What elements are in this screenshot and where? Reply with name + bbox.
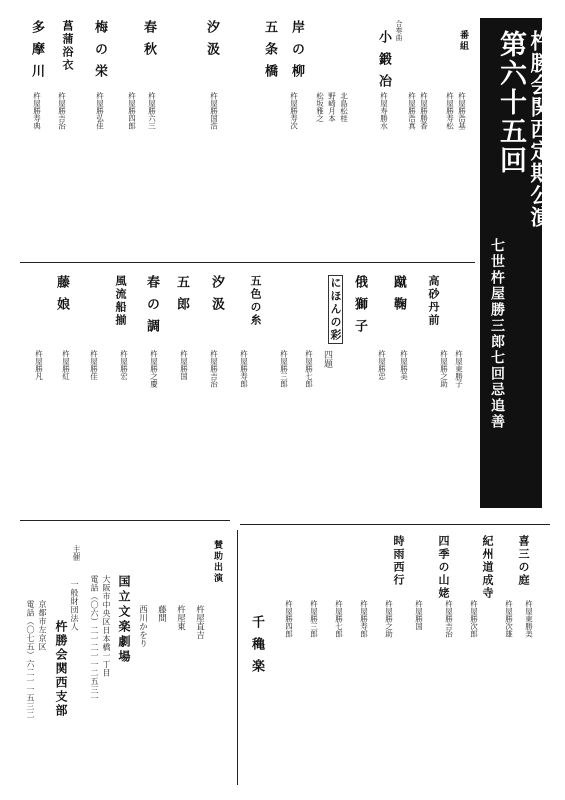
performer: 杵屋勝之慶 <box>149 350 159 388</box>
performer: 杵屋勝寿郎 <box>239 350 249 388</box>
program-title: 四季の山姥 <box>437 535 450 600</box>
title-memorial: 七世杵屋勝三郎七回忌追善 <box>489 238 505 430</box>
performer: 杵屋勝七郎 <box>304 350 314 388</box>
performer: 杵屋勝国浩 <box>209 92 219 130</box>
title-main: 杵勝会関西定期公演 <box>528 30 553 228</box>
organizer-name: 杵勝会関西支部 <box>54 620 68 718</box>
program-title: 多摩川 <box>29 20 44 86</box>
organizer-phone: 電話（〇七五）六二一一五三二 <box>26 600 35 719</box>
program-title: 喜三の庭 <box>517 535 530 587</box>
performer: 北島松桂 <box>339 92 349 122</box>
program-title: 俄獅子 <box>352 275 367 341</box>
sponsor-name: 西川かをり <box>137 605 148 648</box>
performer: 杵屋勝国 <box>414 600 424 630</box>
sponsor-name: 杵屋東 <box>175 605 186 631</box>
venue-address: 大阪市中央区日本橋一丁目 <box>102 575 111 677</box>
program-title: 小鍛冶 <box>376 30 391 96</box>
program-title: 藤娘 <box>54 275 69 319</box>
performer: 杵屋勝吉治 <box>444 600 454 638</box>
section-divider-bottom-left <box>20 520 230 521</box>
performer: 杵屋勝宏 <box>119 350 129 380</box>
section-divider-bottom-right <box>240 524 550 525</box>
column-divider <box>237 530 238 785</box>
section-divider-top <box>20 262 475 263</box>
sponsor-heading: 賛助出演 <box>212 540 222 584</box>
performer: 杵屋勝吉治 <box>209 350 219 388</box>
program-heading: 番組 <box>458 30 468 52</box>
performer: 杵屋勝美 <box>399 350 409 380</box>
organizer-type: 一般財団法人 <box>70 580 79 631</box>
performer: 杵屋勝寿郎 <box>359 600 369 638</box>
performer: 杵屋勝四郎 <box>127 92 137 130</box>
performer: 杵屋勝紅 <box>61 350 71 380</box>
venue-name: 国立文楽劇場 <box>117 575 131 665</box>
performer: 杵屋勝三郎 <box>309 600 319 638</box>
performer: 杵屋勝寿次 <box>289 92 299 130</box>
performer: 杵屋勝次郎 <box>469 600 479 638</box>
performer: 杵屋勝凡 <box>34 350 44 380</box>
program-title: 五条橋 <box>262 20 277 86</box>
program-title: 岸の柳 <box>289 20 304 86</box>
organizer-address: 京都市左京区 <box>38 600 47 651</box>
program-title: 汐汲 <box>209 275 224 319</box>
program-title: 千穐楽 <box>249 615 264 681</box>
program-title: 紀州道成寺 <box>481 535 494 600</box>
program-title: 風流船揃 <box>114 275 127 327</box>
performer: 野崎月本 <box>327 92 337 122</box>
performer: 松坂雅之 <box>315 92 325 122</box>
performer: 杵屋勝四郎 <box>284 600 294 638</box>
performer: 杵屋勝寿典 <box>32 92 42 130</box>
performer: 杵屋勝寿松 <box>445 92 455 130</box>
performer: 杵屋勝国 <box>179 350 189 380</box>
program-title: 五郎 <box>174 275 189 319</box>
performer: 杵屋勝三郎 <box>279 350 289 388</box>
performer: 杵屋勝佳 <box>89 350 99 380</box>
program-note: 合奏曲 <box>395 20 403 41</box>
venue-phone: 電話（〇六）二一二一一二五三一 <box>90 575 99 703</box>
performer: 杵屋勝次雄 <box>504 600 514 638</box>
sponsor-name: 杵屋直吉 <box>194 605 205 639</box>
performer: 杵屋勝吉治 <box>57 92 67 130</box>
performer: 杵屋寿勝水 <box>379 92 389 130</box>
performer: 杵屋東勝美 <box>524 600 534 638</box>
performer: 杵屋勝勝香 <box>419 92 429 130</box>
program-title: 五色の糸 <box>249 275 262 327</box>
program-title: 春の調 <box>144 275 159 341</box>
program-title: 蹴鞠 <box>391 275 406 319</box>
performer: 杵屋勝之助 <box>439 350 449 388</box>
performer: 杵屋勝浩真 <box>407 92 417 130</box>
program-title: 梅の栄 <box>92 20 107 86</box>
organizer-label: 主催 <box>72 545 81 561</box>
sponsor-name: 藤間 <box>156 605 167 622</box>
program-title: 春秋 <box>141 20 156 64</box>
program-subtitle: 四題 <box>322 350 332 368</box>
performer: 杵屋勝之助 <box>384 600 394 638</box>
performer: 杵屋勝六三 <box>147 92 157 130</box>
program-title: 高砂丹前 <box>427 275 440 327</box>
title-edition: 第六十五回 <box>495 30 526 175</box>
program-title: 菖蒲浴衣 <box>61 20 74 72</box>
performer: 杵屋勝浩基 <box>457 92 467 130</box>
performer: 杵屋東勝子 <box>454 350 464 388</box>
performer: 杵屋勝七郎 <box>334 600 344 638</box>
performer: 杵屋勝弘佳 <box>95 92 105 130</box>
performer: 杵屋勝忠 <box>377 350 387 380</box>
program-title: 汐汲 <box>204 20 219 64</box>
program-title: にほんの彩 <box>329 277 342 342</box>
program-title: 時雨西行 <box>392 535 405 587</box>
